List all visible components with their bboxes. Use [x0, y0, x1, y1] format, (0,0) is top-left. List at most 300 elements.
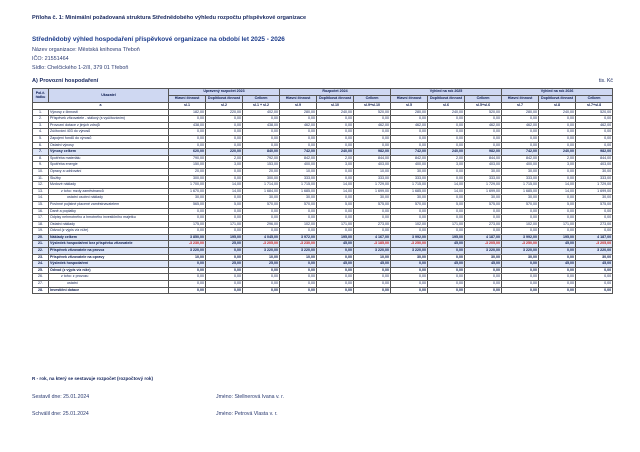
value-cell: 0,00: [428, 135, 465, 142]
value-cell: 45,00: [317, 261, 354, 268]
value-cell: 30,00: [576, 254, 613, 261]
value-cell: 0,00: [206, 116, 243, 123]
value-cell: 45,00: [465, 261, 502, 268]
row-label: Odpisy nehmotného a hmotného investičního majetku: [49, 215, 169, 222]
value-cell: 0,00: [206, 129, 243, 136]
value-cell: 0,00: [502, 261, 539, 268]
table-row: [33, 182, 613, 189]
value-cell: 0,00: [539, 129, 576, 136]
value-cell: 0,00: [502, 208, 539, 215]
value-cell: -3 230,00: [280, 241, 317, 248]
value-cell: 273,00: [465, 221, 502, 228]
value-cell: 30,00: [465, 254, 502, 261]
sub-header-cell: Hlavní činnost: [169, 96, 206, 103]
value-cell: 1 715,00: [391, 182, 428, 189]
value-cell: 0,00: [465, 135, 502, 142]
value-cell: 0,00: [169, 135, 206, 142]
table-row: [33, 241, 613, 248]
value-cell: 0,00: [354, 208, 391, 215]
value-cell: -3 185,00: [354, 241, 391, 248]
value-cell: 400,00: [391, 162, 428, 169]
approved-date: Schválil dne: 25.01.2024: [32, 411, 89, 417]
value-cell: 153,00: [243, 162, 280, 169]
value-cell: 570,00: [280, 201, 317, 208]
value-cell: 2,00: [317, 155, 354, 162]
value-cell: 462,00: [280, 122, 317, 129]
unit-label: tis. Kč: [598, 78, 613, 84]
value-cell: 0,00: [576, 116, 613, 123]
value-cell: 0,00: [576, 135, 613, 142]
code-cell: sl.7+sl.8: [576, 103, 613, 110]
value-cell: 0,00: [169, 208, 206, 215]
value-cell: 982,00: [354, 149, 391, 156]
value-cell: 0,00: [539, 228, 576, 235]
value-cell: 25,00: [243, 261, 280, 268]
value-cell: 0,00: [280, 208, 317, 215]
value-cell: 0,00: [428, 168, 465, 175]
value-cell: 14,00: [539, 182, 576, 189]
value-cell: 300,00: [169, 175, 206, 182]
value-cell: 0,00: [576, 142, 613, 149]
value-cell: 0,00: [502, 135, 539, 142]
row-label: ostatní osobní náklady: [49, 195, 169, 202]
value-cell: 333,00: [280, 175, 317, 182]
value-cell: 0,00: [206, 175, 243, 182]
value-cell: 0,00: [243, 116, 280, 123]
value-cell: 45,00: [539, 261, 576, 268]
value-cell: 20,00: [243, 168, 280, 175]
sub-header-cell: Doplňková činnost: [206, 96, 243, 103]
value-cell: 3 992,00: [502, 234, 539, 241]
value-cell: 3 220,00: [243, 248, 280, 255]
value-cell: 4 187,00: [576, 234, 613, 241]
value-cell: 14,00: [317, 188, 354, 195]
value-cell: 0,00: [354, 116, 391, 123]
value-cell: 4 045,00: [243, 234, 280, 241]
value-cell: 5,00: [317, 201, 354, 208]
value-cell: 10,00: [243, 254, 280, 261]
value-cell: 0,00: [539, 116, 576, 123]
value-cell: 742,00: [280, 149, 317, 156]
table-row: [33, 116, 613, 123]
value-cell: 0,00: [428, 287, 465, 294]
value-cell: 10,00: [280, 254, 317, 261]
table-row: [33, 135, 613, 142]
row-number: 24.: [33, 261, 49, 268]
value-cell: 1 729,00: [354, 182, 391, 189]
row-number: 26.: [33, 274, 49, 281]
sub-header-cell: Hlavní činnost: [280, 96, 317, 103]
row-number: 25.: [33, 267, 49, 274]
value-cell: 0,00: [465, 129, 502, 136]
code-cell: a: [33, 103, 169, 110]
value-cell: 0,00: [206, 274, 243, 281]
row-label: Výnosy z činnosti: [49, 109, 169, 116]
value-cell: 333,00: [354, 175, 391, 182]
value-cell: 0,00: [428, 122, 465, 129]
value-cell: 0,00: [428, 228, 465, 235]
value-cell: 10,00: [280, 168, 317, 175]
value-cell: 1 699,00: [576, 188, 613, 195]
row-label: Výsledek hospodaření bez příspěvku zřizovatele: [49, 241, 169, 248]
value-cell: 0,00: [280, 267, 317, 274]
sub-header-cell: Celkem: [576, 96, 613, 103]
value-cell: 5,00: [539, 201, 576, 208]
row-label: Daně a poplatky: [49, 208, 169, 215]
value-cell: 5,00: [206, 201, 243, 208]
sub-header-cell: Doplňková činnost: [317, 96, 354, 103]
code-row: [33, 103, 613, 110]
value-cell: 0,00: [465, 142, 502, 149]
row-label: Náklady celkem: [49, 234, 169, 241]
value-cell: 0,00: [391, 208, 428, 215]
value-cell: 0,00: [539, 254, 576, 261]
row-label: Odvod (z výpis víz níže): [49, 267, 169, 274]
value-cell: 0,00: [317, 208, 354, 215]
value-cell: 0,00: [280, 142, 317, 149]
value-cell: 102,00: [502, 221, 539, 228]
value-cell: 0,00: [539, 208, 576, 215]
row-label: Příspěvek zřizovatele na opravy: [49, 254, 169, 261]
value-cell: 0,00: [317, 248, 354, 255]
value-cell: 30,00: [576, 168, 613, 175]
value-cell: 842,00: [391, 155, 428, 162]
attachment-title: Příloha č. 1: Minimální požadovaná struktura Střednědobého výhledu rozpočtu příspěvkové organizace: [32, 15, 307, 21]
value-cell: 30,00: [465, 168, 502, 175]
value-cell: 0,00: [243, 274, 280, 281]
value-cell: -3 205,00: [243, 241, 280, 248]
value-cell: 0,00: [280, 215, 317, 222]
value-cell: 0,00: [243, 281, 280, 288]
value-cell: 620,00: [169, 149, 206, 156]
value-cell: 0,00: [502, 129, 539, 136]
value-cell: 30,00: [354, 195, 391, 202]
value-cell: 565,00: [169, 201, 206, 208]
header-group: Výhled na rok 2025: [391, 89, 502, 96]
value-cell: 45,00: [428, 241, 465, 248]
value-cell: 0,00: [428, 248, 465, 255]
value-cell: 982,00: [465, 149, 502, 156]
value-cell: 3 220,00: [502, 248, 539, 255]
value-cell: 0,00: [317, 168, 354, 175]
value-cell: 0,00: [354, 215, 391, 222]
value-cell: 0,00: [465, 274, 502, 281]
value-cell: 0,00: [317, 228, 354, 235]
value-cell: 0,00: [428, 129, 465, 136]
value-cell: 520,00: [354, 109, 391, 116]
value-cell: 0,00: [502, 287, 539, 294]
value-cell: 1 729,00: [465, 182, 502, 189]
value-cell: 195,00: [206, 234, 243, 241]
value-cell: 0,00: [206, 254, 243, 261]
value-cell: 840,00: [243, 149, 280, 156]
row-number: 15.: [33, 201, 49, 208]
value-cell: 2,00: [206, 155, 243, 162]
table-row: [33, 175, 613, 182]
value-cell: 0,00: [169, 281, 206, 288]
value-cell: 0,00: [169, 261, 206, 268]
value-cell: 0,00: [428, 175, 465, 182]
value-cell: 0,00: [169, 129, 206, 136]
value-cell: 30,00: [502, 168, 539, 175]
table-row: [33, 109, 613, 116]
value-cell: 0,00: [243, 135, 280, 142]
value-cell: 240,00: [539, 149, 576, 156]
value-cell: 0,00: [391, 281, 428, 288]
code-cell: sl.5: [391, 103, 428, 110]
table-row: [33, 234, 613, 241]
value-cell: 0,00: [206, 195, 243, 202]
row-number: 12.: [33, 182, 49, 189]
value-cell: 0,00: [539, 135, 576, 142]
value-cell: 0,00: [317, 175, 354, 182]
value-cell: 0,00: [169, 274, 206, 281]
row-label: Ostatní náklady: [49, 221, 169, 228]
header-group: Výhled na rok 2026: [502, 89, 613, 96]
table-body: [33, 109, 613, 294]
value-cell: 1 685,00: [280, 188, 317, 195]
value-cell: 5,00: [428, 201, 465, 208]
value-cell: 792,00: [243, 155, 280, 162]
value-cell: 0,00: [502, 142, 539, 149]
row-number: 2.: [33, 116, 49, 123]
value-cell: 0,00: [428, 215, 465, 222]
value-cell: -3 230,00: [169, 241, 206, 248]
value-cell: 575,00: [354, 201, 391, 208]
value-cell: 240,00: [428, 149, 465, 156]
value-cell: 240,00: [539, 109, 576, 116]
value-cell: 0,00: [428, 267, 465, 274]
footnote: R - rok, na který se sestavuje rozpočet (rozpočtový rok): [32, 376, 154, 381]
value-cell: 30,00: [391, 195, 428, 202]
value-cell: 844,00: [354, 155, 391, 162]
value-cell: 570,00: [502, 201, 539, 208]
value-cell: -3 250,00: [391, 241, 428, 248]
row-number: 11.: [33, 175, 49, 182]
value-cell: 14,00: [317, 182, 354, 189]
value-cell: 0,00: [428, 274, 465, 281]
value-cell: 0,00: [169, 228, 206, 235]
value-cell: 3 220,00: [354, 248, 391, 255]
value-cell: 171,00: [428, 221, 465, 228]
header-group: Upravený rozpočet 2023: [169, 89, 280, 96]
value-cell: 45,00: [428, 261, 465, 268]
value-cell: 520,00: [465, 109, 502, 116]
value-cell: 403,00: [465, 162, 502, 169]
code-cell: sl.5+sl.6: [465, 103, 502, 110]
value-cell: 1 684,00: [243, 188, 280, 195]
row-label: z toho: z provozu: [49, 274, 169, 281]
value-cell: 10,00: [354, 254, 391, 261]
value-cell: 0,00: [317, 142, 354, 149]
value-cell: 220,00: [206, 109, 243, 116]
table-row: [33, 267, 613, 274]
row-number: 4.: [33, 129, 49, 136]
value-cell: 14,00: [428, 188, 465, 195]
value-cell: 0,00: [502, 267, 539, 274]
value-cell: 14,00: [539, 188, 576, 195]
value-cell: 0,00: [465, 267, 502, 274]
value-cell: 0,00: [169, 116, 206, 123]
value-cell: 30,00: [391, 254, 428, 261]
value-cell: 296,00: [243, 221, 280, 228]
value-cell: 575,00: [576, 201, 613, 208]
table-row: [33, 168, 613, 175]
value-cell: 0,00: [280, 281, 317, 288]
value-cell: 0,00: [428, 116, 465, 123]
value-cell: 0,00: [428, 142, 465, 149]
row-number: 19.: [33, 228, 49, 235]
value-cell: 3 992,00: [391, 234, 428, 241]
value-cell: 0,00: [206, 267, 243, 274]
value-cell: 195,00: [317, 234, 354, 241]
value-cell: 25,00: [206, 241, 243, 248]
value-cell: 4 187,00: [465, 234, 502, 241]
org-name: Název organizace: Městská knihovna Třeboň: [32, 47, 140, 53]
value-cell: 10,00: [354, 168, 391, 175]
compiled-name: Jméno: Stellnerová Ivana v. r.: [216, 394, 284, 400]
value-cell: 0,00: [428, 208, 465, 215]
table-row: [33, 195, 613, 202]
row-label: Služby: [49, 175, 169, 182]
code-cell: sl.9: [280, 103, 317, 110]
value-cell: 0,00: [502, 228, 539, 235]
row-label: Příspěvek zřizovatele - stálový (s vyúčtováním): [49, 116, 169, 123]
value-cell: 0,00: [576, 208, 613, 215]
table-row: [33, 281, 613, 288]
value-cell: 0,00: [391, 116, 428, 123]
value-cell: 0,00: [354, 129, 391, 136]
value-cell: 400,00: [502, 162, 539, 169]
budget-table-wrap: [32, 88, 612, 294]
value-cell: 1 714,00: [243, 182, 280, 189]
value-cell: 0,00: [354, 281, 391, 288]
section-title: A) Provozní hospodaření: [32, 78, 99, 84]
value-cell: 0,00: [465, 281, 502, 288]
value-cell: 0,00: [354, 135, 391, 142]
value-cell: 240,00: [317, 109, 354, 116]
value-cell: 0,00: [317, 281, 354, 288]
row-number: 10.: [33, 168, 49, 175]
table-row: [33, 149, 613, 156]
code-cell: sl.1 + sl.2: [243, 103, 280, 110]
org-seat: Sídlo: Chelčického 1-2/II, 379 01 Třeboň: [32, 65, 129, 71]
code-cell: sl.2: [206, 103, 243, 110]
row-number: 5.: [33, 135, 49, 142]
row-number: 6.: [33, 142, 49, 149]
table-row: [33, 208, 613, 215]
value-cell: 30,00: [243, 195, 280, 202]
value-cell: 0,00: [576, 287, 613, 294]
value-cell: 0,00: [539, 287, 576, 294]
row-number: 23.: [33, 254, 49, 261]
value-cell: 742,00: [502, 149, 539, 156]
table-row: [33, 221, 613, 228]
value-cell: 3,00: [206, 162, 243, 169]
value-cell: 30,00: [502, 254, 539, 261]
value-cell: 0,00: [206, 281, 243, 288]
value-cell: 0,00: [243, 129, 280, 136]
value-cell: 1 700,00: [169, 182, 206, 189]
row-number: 13.: [33, 188, 49, 195]
value-cell: 0,00: [576, 215, 613, 222]
value-cell: 402,00: [243, 109, 280, 116]
value-cell: 462,00: [354, 122, 391, 129]
value-cell: 0,00: [428, 254, 465, 261]
value-cell: 30,00: [280, 195, 317, 202]
value-cell: 1 685,00: [391, 188, 428, 195]
value-cell: 0,00: [280, 287, 317, 294]
table-row: [33, 142, 613, 149]
value-cell: 273,00: [354, 221, 391, 228]
row-number: 21.: [33, 241, 49, 248]
row-number: 14.: [33, 195, 49, 202]
value-cell: 0,00: [391, 142, 428, 149]
budget-table: [32, 88, 613, 294]
table-row: [33, 201, 613, 208]
value-cell: 0,00: [391, 228, 428, 235]
value-cell: 0,00: [206, 208, 243, 215]
value-cell: 14,00: [206, 182, 243, 189]
table-row: [33, 122, 613, 129]
row-label: Spotřeba energie: [49, 162, 169, 169]
value-cell: 0,00: [539, 122, 576, 129]
value-cell: 462,00: [391, 122, 428, 129]
value-cell: 3,00: [539, 162, 576, 169]
value-cell: 240,00: [317, 149, 354, 156]
value-cell: 0,00: [539, 248, 576, 255]
value-cell: 0,00: [465, 228, 502, 235]
code-cell: sl.9+sl.10: [354, 103, 391, 110]
row-number: 28.: [33, 287, 49, 294]
value-cell: 3 220,00: [576, 248, 613, 255]
value-cell: 0,00: [169, 215, 206, 222]
value-cell: 0,00: [280, 274, 317, 281]
value-cell: 333,00: [391, 175, 428, 182]
value-cell: 0,00: [539, 195, 576, 202]
value-cell: 0,00: [317, 135, 354, 142]
value-cell: 220,00: [206, 149, 243, 156]
value-cell: 0,00: [539, 267, 576, 274]
value-cell: 0,00: [539, 142, 576, 149]
value-cell: 462,00: [576, 122, 613, 129]
table-row: [33, 254, 613, 261]
value-cell: 3 972,00: [280, 234, 317, 241]
value-cell: 0,00: [317, 129, 354, 136]
value-cell: 0,00: [317, 215, 354, 222]
row-number: 3.: [33, 122, 49, 129]
value-cell: 0,00: [280, 116, 317, 123]
value-cell: 3,00: [317, 162, 354, 169]
row-number: 1.: [33, 109, 49, 116]
value-cell: 0,00: [206, 215, 243, 222]
row-number: 17.: [33, 215, 49, 222]
value-cell: 150,00: [169, 162, 206, 169]
value-cell: 1 685,00: [502, 188, 539, 195]
value-cell: 0,00: [539, 274, 576, 281]
value-cell: 0,00: [391, 287, 428, 294]
table-row: [33, 162, 613, 169]
value-cell: 742,00: [391, 149, 428, 156]
value-cell: 438,00: [243, 122, 280, 129]
value-cell: 300,00: [243, 175, 280, 182]
row-label: Ostatní výnosy: [49, 142, 169, 149]
value-cell: 403,00: [354, 162, 391, 169]
code-cell: sl.1: [169, 103, 206, 110]
value-cell: 45,00: [539, 241, 576, 248]
document-title: Střednědobý výhled hospodaření příspěvkové organizace na období let 2025 - 2026: [32, 36, 285, 43]
header-ukazatel: Ukazatel: [49, 89, 169, 103]
